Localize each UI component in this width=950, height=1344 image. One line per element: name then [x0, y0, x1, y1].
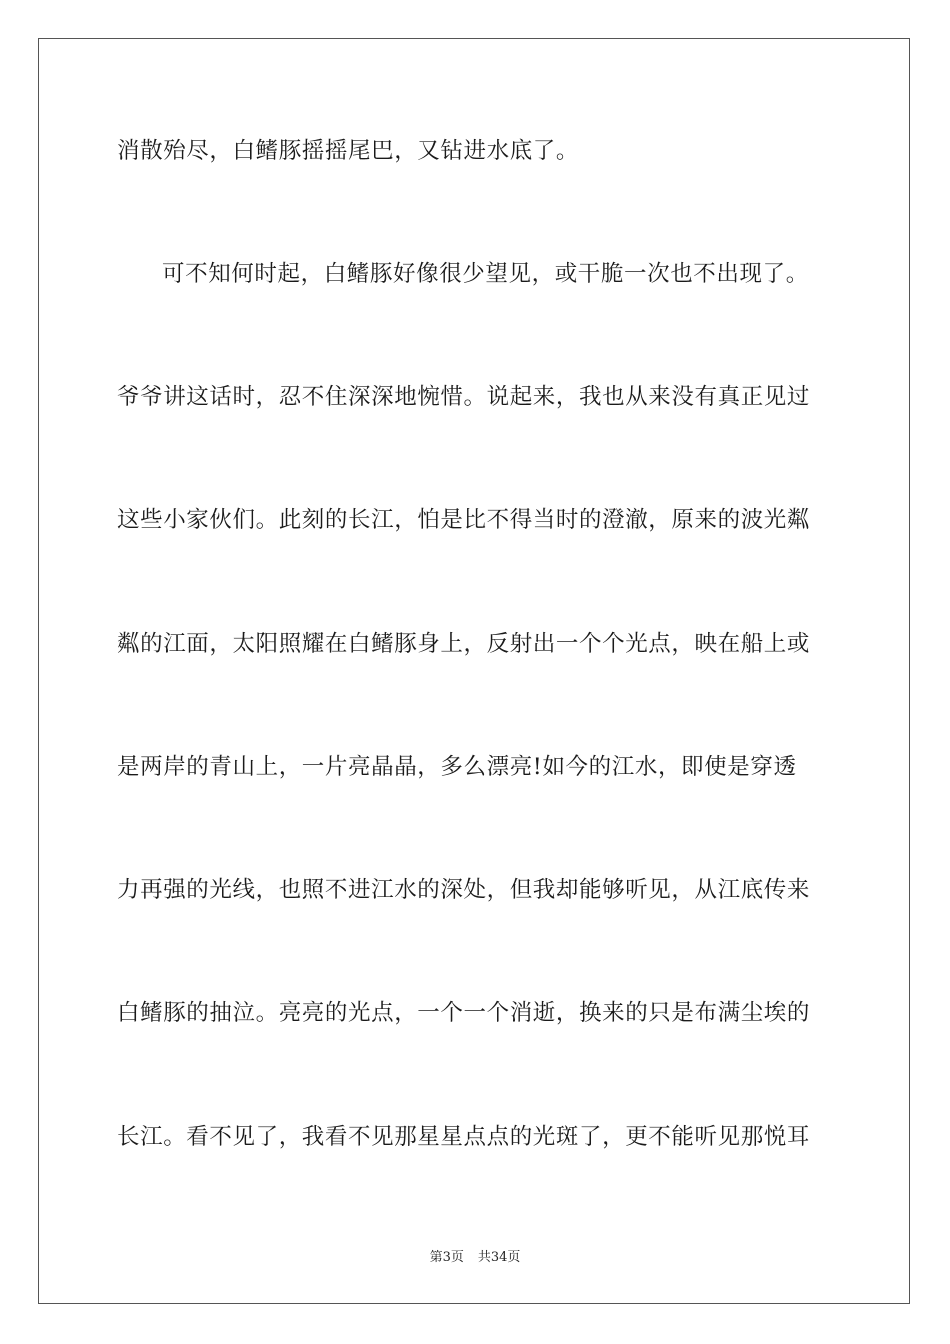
paragraph-line: 这些小家伙们。此刻的长江，怕是比不得当时的澄澈，原来的波光粼	[117, 507, 811, 533]
paragraph-line: 是两岸的青山上，一片亮晶晶，多么漂亮!如今的江水，即使是穿透	[117, 754, 797, 780]
paragraph-line: 白鳍豚的抽泣。亮亮的光点，一个一个消逝，换来的只是布满尘埃的	[117, 1000, 811, 1026]
paragraph-line: 粼的江面，太阳照耀在白鳍豚身上，反射出一个个光点，映在船上或	[117, 631, 811, 657]
page-footer	[0, 1249, 950, 1267]
page-border	[38, 38, 910, 1304]
paragraph-line: 爷爷讲这话时，忍不住深深地惋惜。说起来，我也从来没有真正见过	[117, 384, 811, 410]
paragraph-line: 消散殆尽，白鳍豚摇摇尾巴，又钻进水底了。	[117, 138, 580, 164]
paragraph-line: 长江。看不见了，我看不见那星星点点的光斑了，更不能听见那悦耳	[117, 1124, 811, 1150]
page-number: 第3页	[429, 1250, 464, 1265]
paragraph-line: 可不知何时起，白鳍豚好像很少望见，或干脆一次也不出现了。	[162, 261, 809, 287]
paragraph-line: 力再强的光线，也照不进江水的深处，但我却能够听见，从江底传来	[117, 877, 811, 903]
page-total: 共34页	[477, 1250, 521, 1265]
